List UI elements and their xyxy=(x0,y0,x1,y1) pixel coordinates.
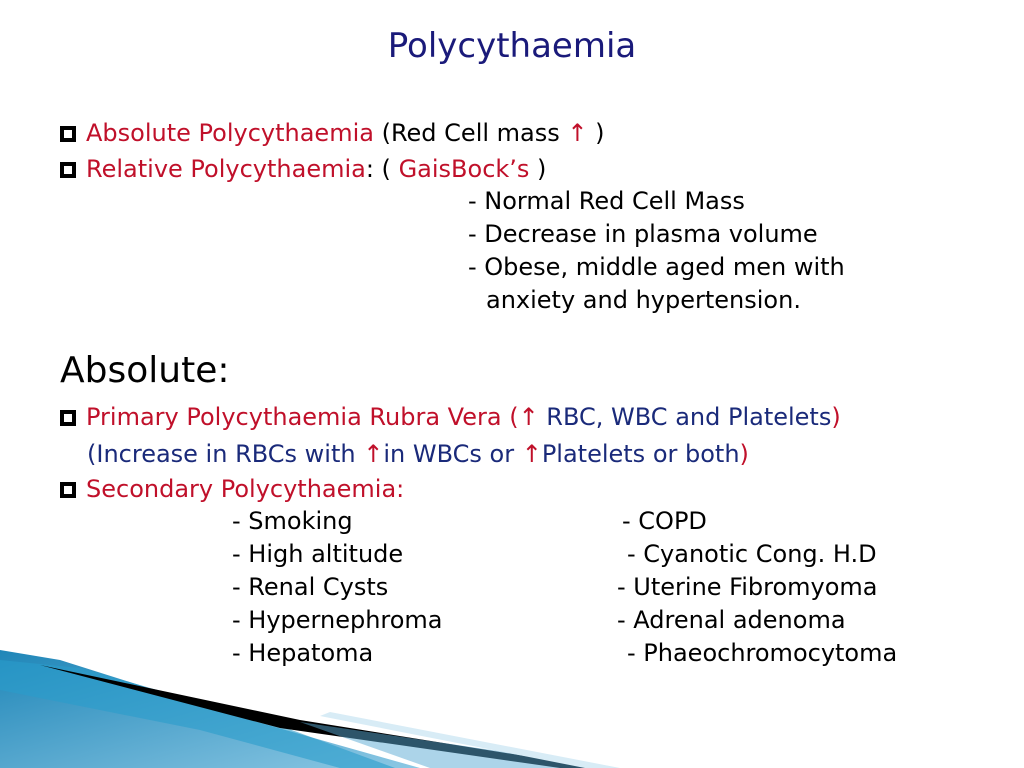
absolute-desc: (Red Cell mass xyxy=(373,119,568,147)
secondary-polycythaemia-item xyxy=(60,474,404,504)
primary-detail xyxy=(87,439,749,469)
primary-detail-open: (Increase in RBCs with xyxy=(87,440,364,468)
secondary-cause: - High altitude xyxy=(232,540,404,568)
secondary-cause: - Hypernephroma xyxy=(232,606,443,634)
relative-colon: : ( xyxy=(365,155,399,183)
absolute-heading: Absolute: xyxy=(60,350,230,391)
bullet-icon xyxy=(60,162,76,178)
absolute-label: Absolute Polycythaemia xyxy=(86,119,374,147)
secondary-cause: - Smoking xyxy=(232,507,353,535)
up-arrow-icon: ↑ xyxy=(567,119,588,147)
primary-label: Primary Polycythaemia Rubra Vera ( xyxy=(86,403,519,431)
primary-close: ) xyxy=(831,403,841,431)
bullet-icon xyxy=(60,482,76,498)
relative-polycythaemia-item xyxy=(60,154,546,184)
secondary-cause: - Hepatoma xyxy=(232,639,374,667)
up-arrow-icon: ↑ xyxy=(363,440,384,468)
gaisbock-label: GaisBock’s xyxy=(398,155,530,183)
primary-detail-end: Platelets or both xyxy=(541,440,740,468)
relative-point: - Normal Red Cell Mass xyxy=(468,187,745,215)
primary-detail-close: ) xyxy=(739,440,749,468)
secondary-cause: - Renal Cysts xyxy=(232,573,389,601)
primary-polycythaemia-item xyxy=(60,402,841,432)
relative-point: - Obese, middle aged men with xyxy=(468,253,845,281)
secondary-cause: - Cyanotic Cong. H.D xyxy=(627,540,877,568)
up-arrow-icon: ↑ xyxy=(521,440,542,468)
relative-close: ) xyxy=(529,155,547,183)
relative-point: - Decrease in plasma volume xyxy=(468,220,818,248)
primary-cells: RBC, WBC and Platelets xyxy=(538,403,832,431)
secondary-cause: - Phaeochromocytoma xyxy=(627,639,898,667)
up-arrow-icon: ↑ xyxy=(518,403,539,431)
secondary-label: Secondary Polycythaemia: xyxy=(86,475,405,503)
slide-title: Polycythaemia xyxy=(387,26,637,66)
secondary-cause: - Adrenal adenoma xyxy=(617,606,846,634)
absolute-polycythaemia-item xyxy=(60,118,605,148)
secondary-cause: - COPD xyxy=(622,507,707,535)
secondary-cause: - Uterine Fibromyoma xyxy=(617,573,878,601)
bullet-icon xyxy=(60,410,76,426)
relative-label: Relative Polycythaemia xyxy=(86,155,366,183)
bullet-icon xyxy=(60,126,76,142)
absolute-close: ) xyxy=(587,119,605,147)
relative-point: anxiety and hypertension. xyxy=(486,286,801,314)
primary-detail-mid: in WBCs or xyxy=(383,440,522,468)
